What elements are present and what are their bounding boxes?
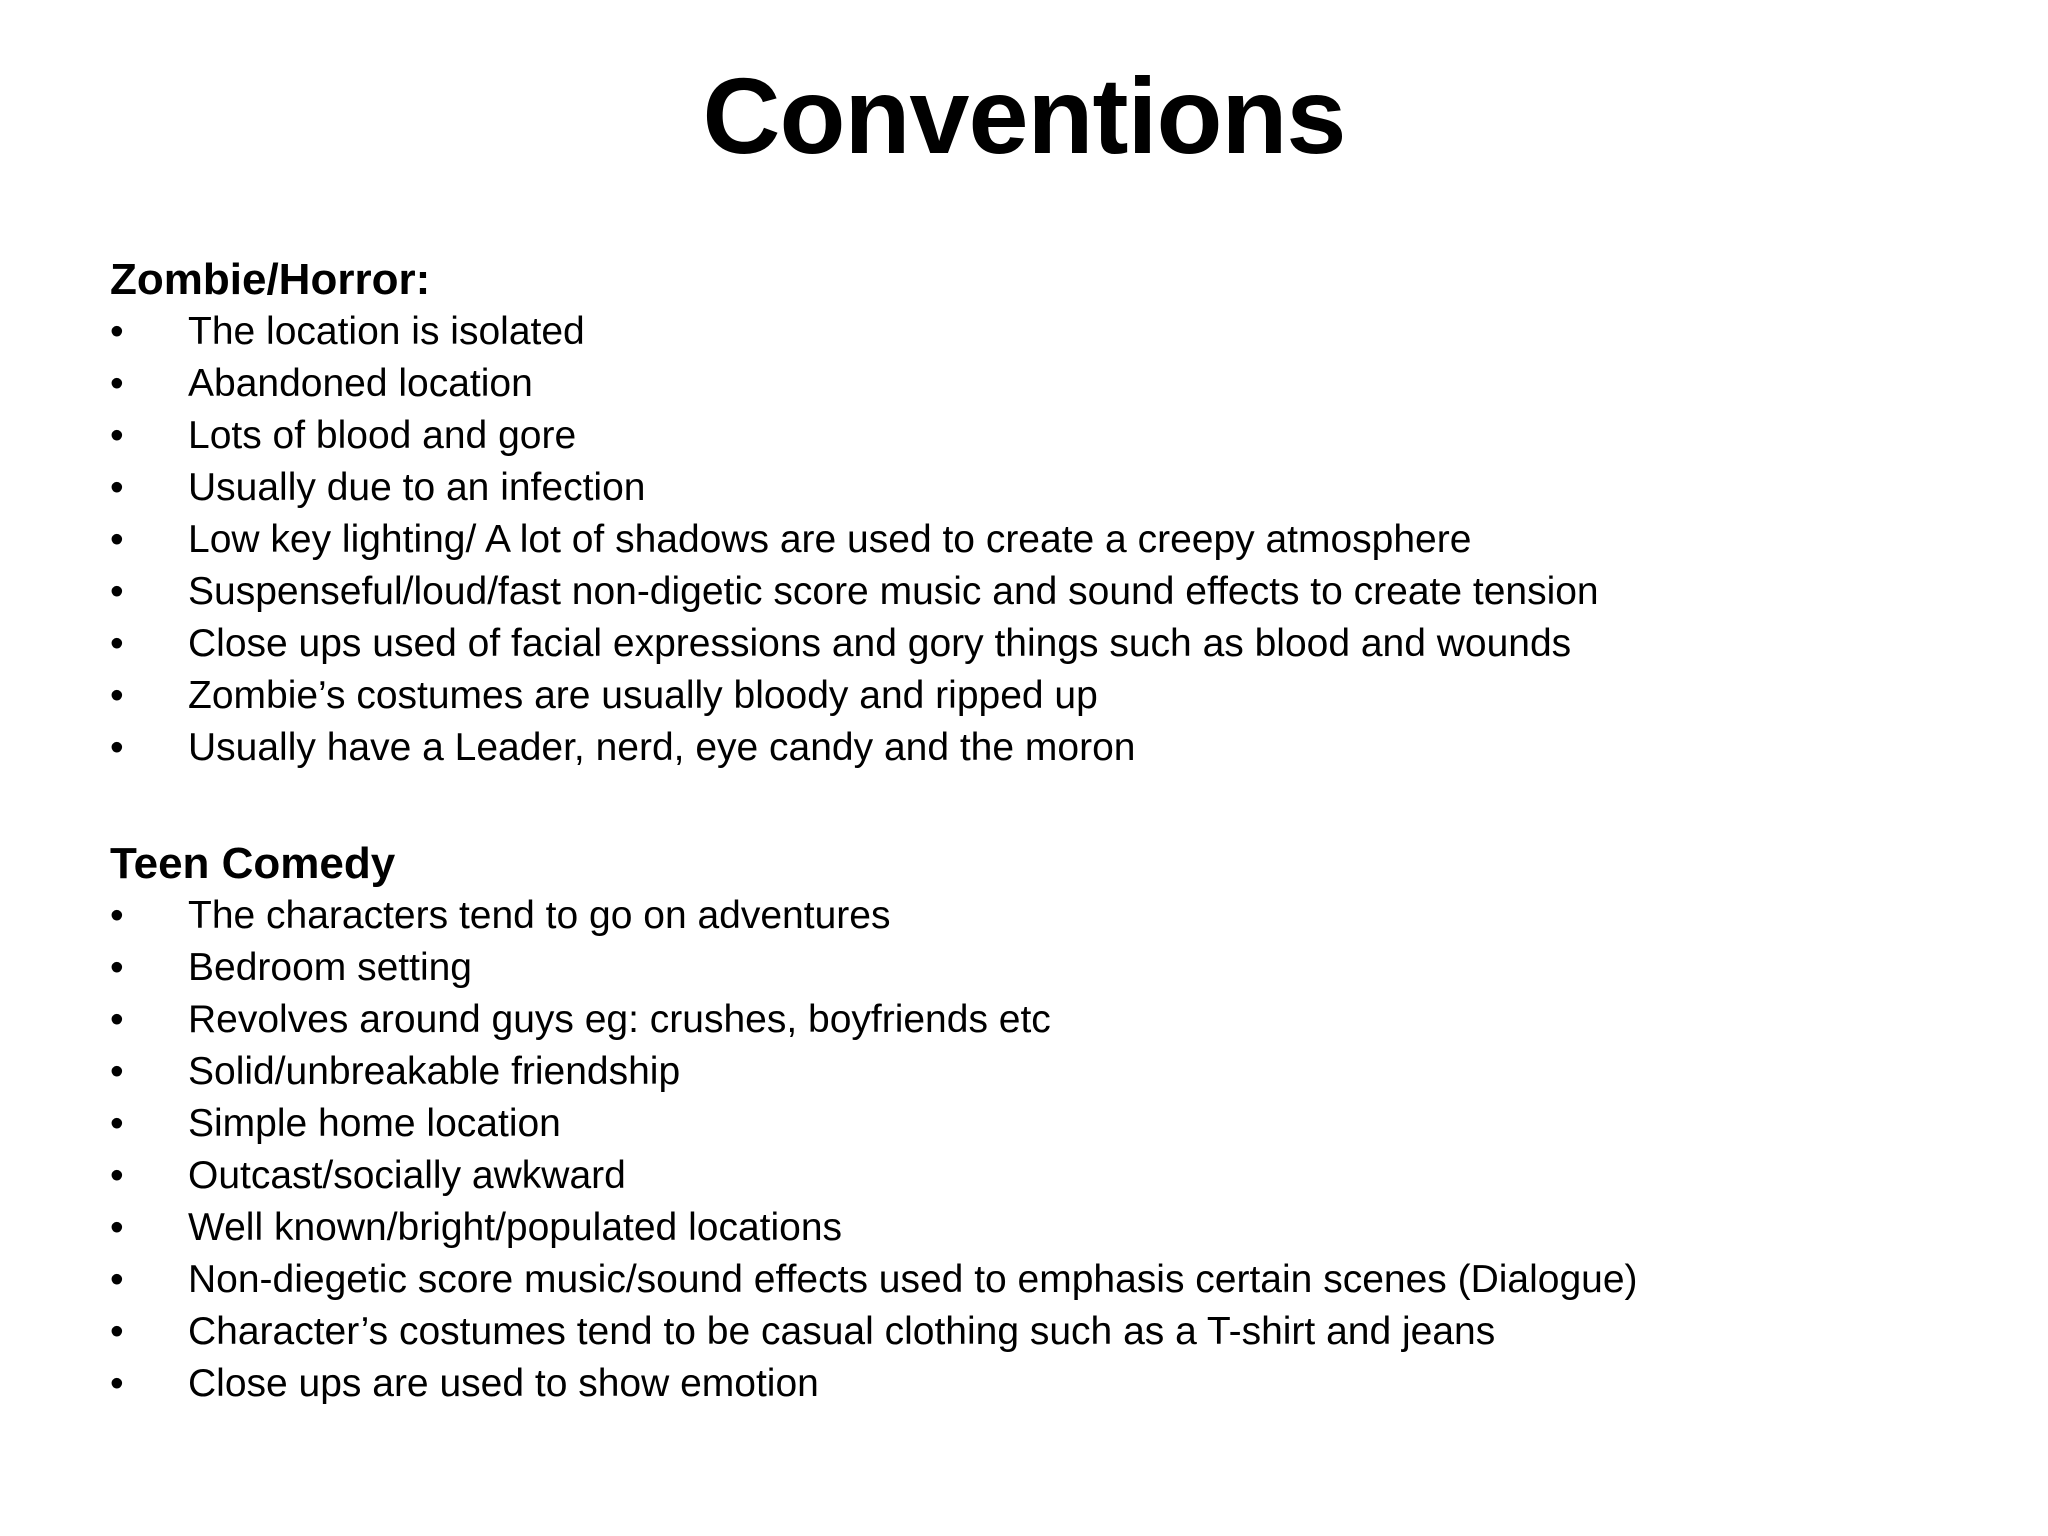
section-heading: Teen Comedy xyxy=(110,839,396,888)
list-item xyxy=(110,1306,1910,1358)
list-item xyxy=(110,1098,1910,1150)
bullet-icon: • xyxy=(110,998,124,1041)
bullet-icon: • xyxy=(110,1102,124,1145)
section-teen-comedy xyxy=(110,838,1910,1410)
bullet-icon: • xyxy=(110,362,124,405)
list-item xyxy=(110,462,1910,514)
list-item-text: Revolves around guys eg: crushes, boyfriends etc xyxy=(188,998,1051,1041)
bullet-list xyxy=(110,306,1910,774)
list-item-text: Low key lighting/ A lot of shadows are used to create a creepy atmosphere xyxy=(188,518,1472,561)
slide-title: Conventions xyxy=(702,55,1346,176)
list-item xyxy=(110,618,1910,670)
list-item-text: Close ups used of facial expressions and gory things such as blood and wounds xyxy=(188,622,1572,665)
bullet-icon: • xyxy=(110,466,124,509)
list-item-text: Character’s costumes tend to be casual clothing such as a T-shirt and jeans xyxy=(188,1310,1496,1353)
bullet-icon: • xyxy=(110,1154,124,1197)
bullet-icon: • xyxy=(110,1258,124,1301)
list-item-text: Suspenseful/loud/fast non-digetic score music and sound effects to create tension xyxy=(188,570,1599,613)
list-item-text: Outcast/socially awkward xyxy=(188,1154,626,1197)
bullet-icon: • xyxy=(110,570,124,613)
list-item-text: Solid/unbreakable friendship xyxy=(188,1050,681,1093)
bullet-icon: • xyxy=(110,726,124,769)
bullet-icon: • xyxy=(110,894,124,937)
list-item xyxy=(110,890,1910,942)
bullet-icon: • xyxy=(110,622,124,665)
section-heading: Zombie/Horror: xyxy=(110,255,431,304)
bullet-list xyxy=(110,890,1910,1410)
list-item xyxy=(110,722,1910,774)
list-item-text: Zombie’s costumes are usually bloody and ripped up xyxy=(188,674,1098,717)
bullet-icon: • xyxy=(110,1206,124,1249)
bullet-icon: • xyxy=(110,674,124,717)
list-item xyxy=(110,942,1910,994)
bullet-icon: • xyxy=(110,1362,124,1405)
bullet-icon: • xyxy=(110,1050,124,1093)
list-item xyxy=(110,306,1910,358)
list-item-text: Simple home location xyxy=(188,1102,561,1145)
list-item-text: Usually due to an infection xyxy=(188,466,646,509)
list-item xyxy=(110,1150,1910,1202)
bullet-icon: • xyxy=(110,414,124,457)
bullet-icon: • xyxy=(110,946,124,989)
list-item-text: The characters tend to go on adventures xyxy=(188,894,891,937)
list-item xyxy=(110,1254,1910,1306)
list-item-text: Close ups are used to show emotion xyxy=(188,1362,819,1405)
section-zombie-horror xyxy=(110,254,1910,774)
list-item xyxy=(110,358,1910,410)
list-item xyxy=(110,1046,1910,1098)
bullet-icon: • xyxy=(110,1310,124,1353)
bullet-icon: • xyxy=(110,310,124,353)
list-item-text: Non-diegetic score music/sound effects used to emphasis certain scenes (Dialogue) xyxy=(188,1258,1638,1301)
list-item xyxy=(110,566,1910,618)
list-item xyxy=(110,994,1910,1046)
list-item-text: The location is isolated xyxy=(188,310,585,353)
list-item-text: Well known/bright/populated locations xyxy=(188,1206,843,1249)
list-item-text: Lots of blood and gore xyxy=(188,414,577,457)
list-item xyxy=(110,514,1910,566)
bullet-icon: • xyxy=(110,518,124,561)
list-item-text: Abandoned location xyxy=(188,362,533,405)
list-item-text: Bedroom setting xyxy=(188,946,472,989)
list-item-text: Usually have a Leader, nerd, eye candy and the moron xyxy=(188,726,1136,769)
list-item xyxy=(110,410,1910,462)
list-item xyxy=(110,670,1910,722)
list-item xyxy=(110,1358,1910,1410)
list-item xyxy=(110,1202,1910,1254)
